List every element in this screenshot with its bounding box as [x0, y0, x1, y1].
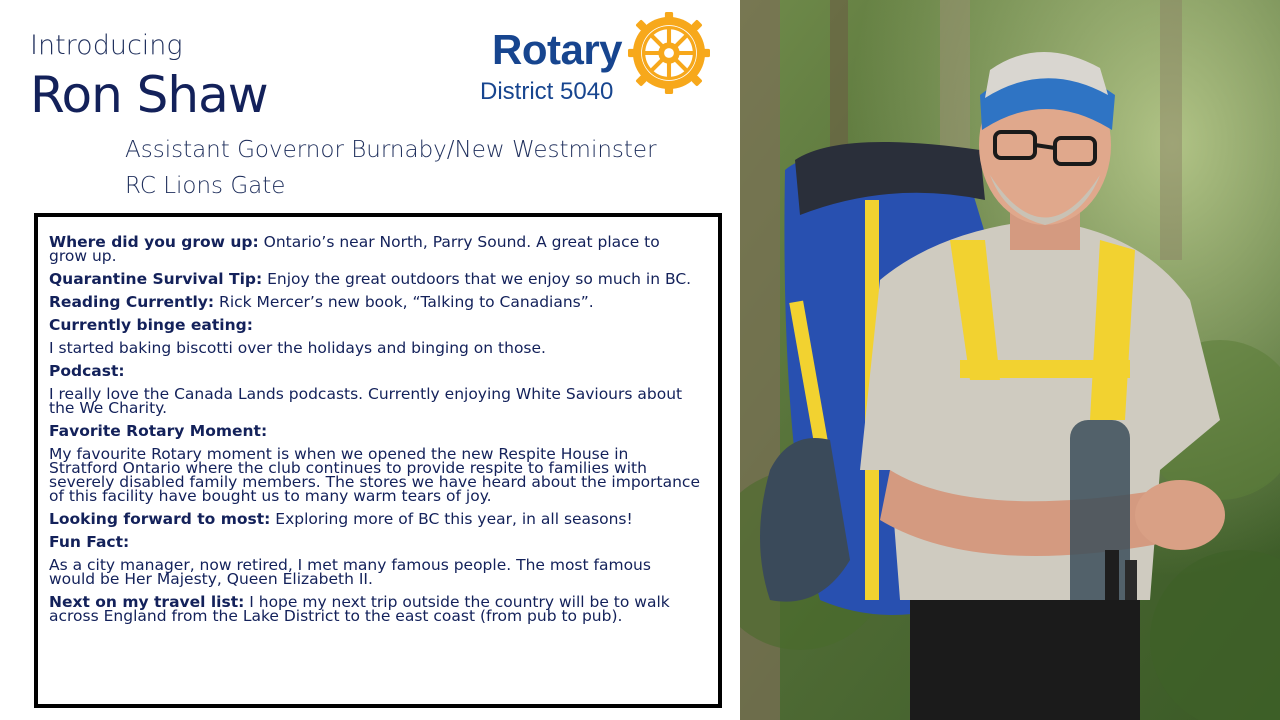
qa-item-binge-eating — [49, 318, 700, 332]
answer-fun-fact: As a city manager, now retired, I met many famous people. The most famous would be Her Majesty, Queen Elizabeth II. — [49, 556, 651, 588]
qa-item-quarantine-tip — [49, 272, 700, 286]
question: Where did you grow up: — [49, 233, 259, 251]
answer: Exploring more of BC this year, in all seasons! — [270, 510, 633, 528]
qa-item-looking-forward — [49, 512, 700, 526]
question: Next on my travel list: — [49, 593, 245, 611]
rotary-wheel-icon — [628, 12, 710, 94]
district-label: District 5040 — [480, 78, 614, 105]
qa-box — [34, 213, 722, 708]
answer: I hope my next trip outside the country will be to walk across England from the Lake District to the east coast (from pub to pub). — [49, 593, 670, 625]
answer-podcast: I really love the Canada Lands podcasts. Currently enjoying White Saviours about the We Charity. — [49, 385, 683, 417]
role-line-2: RC Lions Gate — [125, 173, 286, 199]
qa-item-rotary-moment — [49, 424, 700, 438]
question: Quarantine Survival Tip: — [49, 270, 263, 288]
question: Looking forward to most: — [49, 510, 271, 528]
answer: Rick Mercer’s new book, “Talking to Canadians”. — [214, 293, 594, 311]
intro-label: Introducing — [30, 30, 183, 61]
question: Reading Currently: — [49, 293, 215, 311]
answer-rotary-moment: My favourite Rotary moment is when we opened the new Respite House in Stratford Ontario where the club continues to provide respite to families with severely disabled family members. The stores we have heard about the importance of this facility have bought us to many warm tears of joy. — [49, 445, 700, 505]
answer-binge-eating: I started baking biscotti over the holidays and binging on those. — [49, 339, 546, 357]
question: Podcast: — [49, 362, 125, 380]
question: Currently binge eating: — [49, 316, 253, 334]
rotary-wordmark: Rotary — [492, 26, 623, 73]
member-name: Ron Shaw — [30, 66, 268, 124]
answer: Ontario’s near North, Parry Sound. A great place to grow up. — [49, 233, 660, 265]
qa-item-grew-up — [49, 235, 700, 263]
qa-item-travel-list — [49, 595, 700, 623]
rotary-logo — [478, 12, 718, 112]
hiker-photo-illustration — [740, 0, 1280, 720]
qa-item-reading — [49, 295, 700, 309]
role-line-1: Assistant Governor Burnaby/New Westminster — [125, 137, 657, 163]
answer: Enjoy the great outdoors that we enjoy so much in BC. — [262, 270, 692, 288]
question: Favorite Rotary Moment: — [49, 422, 268, 440]
question: Fun Fact: — [49, 533, 130, 551]
hiker-photo — [740, 0, 1280, 720]
qa-list — [49, 235, 700, 632]
qa-item-fun-fact — [49, 535, 700, 549]
qa-item-podcast — [49, 364, 700, 378]
member-role — [125, 132, 657, 204]
